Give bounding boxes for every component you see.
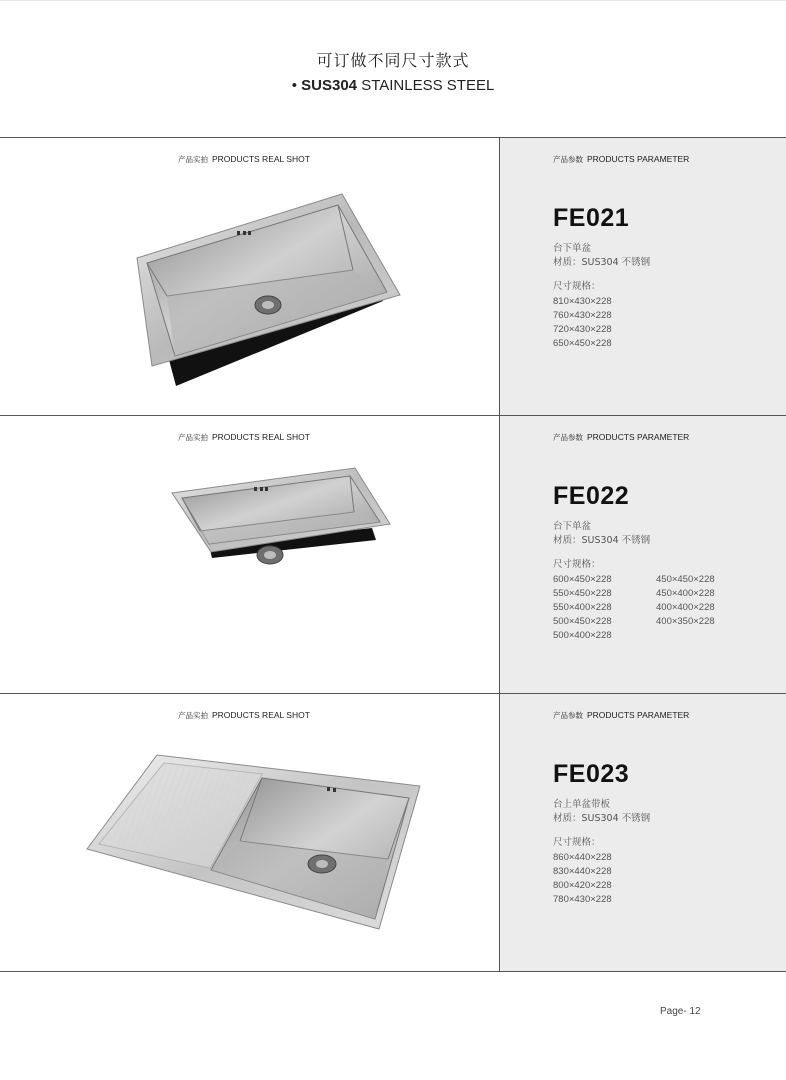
size-item: 500×400×228	[553, 630, 612, 642]
model-number: FE022	[553, 482, 630, 510]
drainboard-sink-image	[0, 694, 499, 971]
param-label-cn: 产品参数	[553, 711, 583, 720]
page-prefix: Page-	[660, 1006, 687, 1017]
product-info	[553, 520, 736, 644]
undermount-sink-image	[0, 416, 499, 693]
size-item: 780×430×228	[553, 894, 612, 906]
shot-label-en: PRODUCTS REAL SHOT	[212, 432, 310, 442]
param-label	[553, 154, 689, 165]
product-type: 台上单盆带板	[553, 799, 611, 810]
size-item: 550×400×228	[553, 602, 612, 614]
model-number: FE023	[553, 760, 630, 788]
product-shot-panel	[0, 138, 500, 415]
param-label-en: PRODUCTS PARAMETER	[587, 154, 690, 164]
model-number: FE021	[553, 204, 630, 232]
page-header	[0, 48, 786, 94]
product-param-panel	[500, 694, 786, 971]
product-material: 材质：SUS304 不锈钢	[553, 535, 651, 547]
size-item: 450×450×228	[656, 573, 715, 585]
product-material: 材质：SUS304 不锈钢	[553, 813, 651, 825]
size-item: 800×420×228	[553, 880, 612, 892]
size-item: 760×430×228	[553, 309, 612, 321]
size-item: 450×400×228	[656, 587, 715, 599]
product-type: 台下单盆	[553, 521, 592, 532]
size-item: 830×440×228	[553, 865, 612, 877]
product-shot-panel	[0, 416, 500, 693]
size-item: 810×430×228	[553, 295, 612, 307]
size-item: 600×450×228	[553, 573, 612, 585]
undermount-sink-image	[0, 138, 499, 415]
size-item: 400×350×228	[656, 616, 715, 628]
size-item: 650×450×228	[553, 338, 612, 350]
product-row	[0, 138, 786, 416]
product-list	[0, 137, 786, 972]
shot-label-cn: 产品实拍	[178, 155, 208, 164]
bullet: •	[291, 77, 297, 94]
top-rule	[0, 0, 786, 1]
sizes-title: 尺寸规格：	[553, 281, 601, 293]
size-item: 500×450×228	[553, 616, 612, 628]
size-grid	[553, 573, 736, 644]
product-type: 台下单盆	[553, 243, 592, 254]
param-label-cn: 产品参数	[553, 155, 583, 164]
product-material: 材质：SUS304 不锈钢	[553, 257, 651, 269]
size-item: 720×430×228	[553, 324, 612, 336]
product-row	[0, 694, 786, 972]
shot-label-en: PRODUCTS REAL SHOT	[212, 154, 310, 164]
page-number-value: 12	[689, 1006, 701, 1017]
sizes-title: 尺寸规格：	[553, 837, 601, 849]
product-row	[0, 416, 786, 694]
header-material	[0, 77, 786, 94]
shot-label-en: PRODUCTS REAL SHOT	[212, 710, 310, 720]
param-label-en: PRODUCTS PARAMETER	[587, 710, 690, 720]
shot-label-cn: 产品实拍	[178, 433, 208, 442]
param-label-cn: 产品参数	[553, 433, 583, 442]
product-info	[553, 242, 650, 351]
sizes-title: 尺寸规格：	[553, 559, 601, 571]
material-grade: SUS304	[301, 77, 358, 94]
product-param-panel	[500, 416, 786, 693]
shot-label-cn: 产品实拍	[178, 711, 208, 720]
size-item: 860×440×228	[553, 851, 612, 863]
product-info	[553, 798, 650, 907]
size-item: 400×400×228	[656, 602, 715, 614]
size-item: 550×450×228	[553, 587, 612, 599]
product-shot-panel	[0, 694, 500, 971]
param-label	[553, 432, 689, 443]
header-title-cn: 可订做不同尺寸款式	[316, 51, 470, 70]
param-label	[553, 710, 689, 721]
page-number	[660, 1006, 701, 1017]
material-name: STAINLESS STEEL	[361, 77, 495, 94]
product-param-panel	[500, 138, 786, 415]
param-label-en: PRODUCTS PARAMETER	[587, 432, 690, 442]
